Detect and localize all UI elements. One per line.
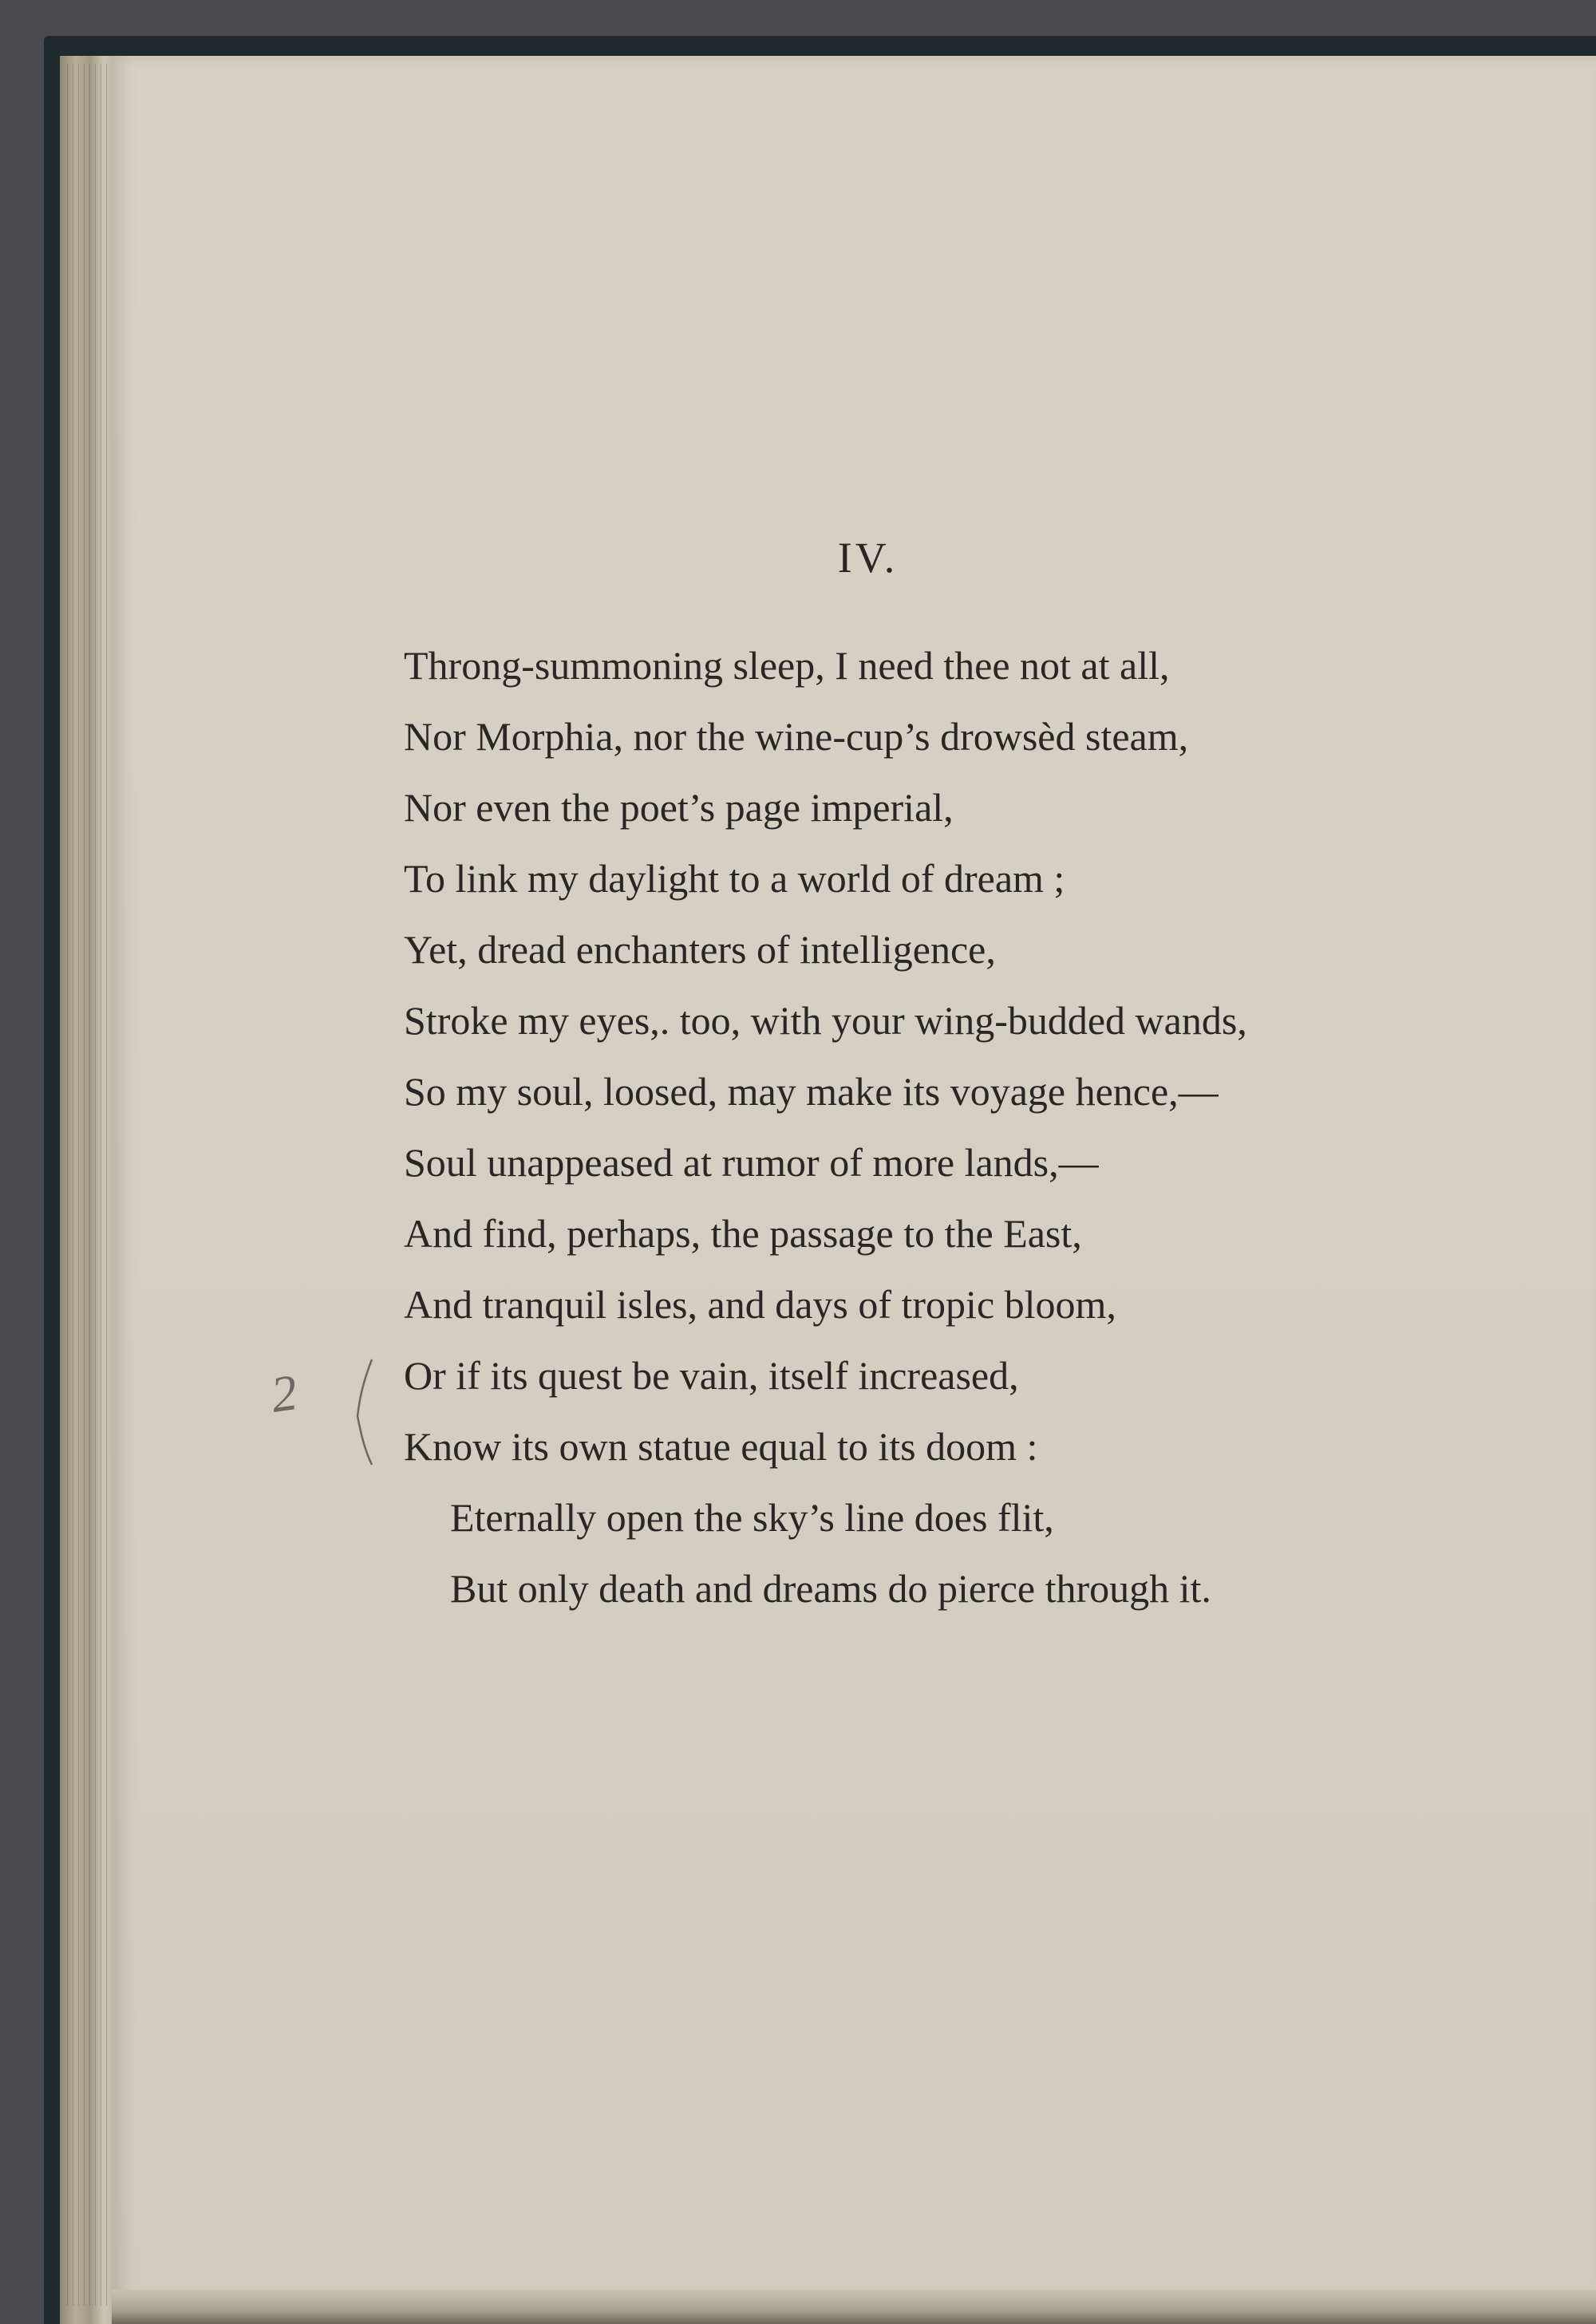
poem-line: But only death and dreams do pierce through it.: [450, 1566, 1211, 1611]
pencil-annotation: 2: [267, 1363, 301, 1423]
poem-line: Know its own statue equal to its doom :: [404, 1424, 1038, 1469]
pencil-bracket-mark: [351, 1356, 375, 1468]
poem-line: Throng-summoning sleep, I need thee not at all,: [404, 643, 1170, 688]
poem-line: Eternally open the sky’s line does flit,: [450, 1495, 1054, 1540]
poem-line: Or if its quest be vain, itself increased,: [404, 1353, 1019, 1398]
poem-text: [404, 630, 1247, 1624]
poem-number-heading: IV.: [837, 534, 899, 582]
poem-line: And tranquil isles, and days of tropic bloom,: [404, 1282, 1116, 1327]
poem-line: So my soul, loosed, may make its voyage hence,—: [404, 1069, 1219, 1114]
poem-line: And find, perhaps, the passage to the East,: [404, 1211, 1082, 1256]
poem-line: Yet, dread enchanters of intelligence,: [404, 927, 996, 972]
poem-line: Stroke my eyes,. too, with your wing-budded wands,: [404, 998, 1247, 1043]
poem-line: Nor even the poet’s page imperial,: [404, 785, 954, 830]
page-bottom-edge: [112, 2290, 1596, 2324]
poem-line: To link my daylight to a world of dream ;: [404, 856, 1065, 901]
poem-line: Soul unappeased at rumor of more lands,—: [404, 1140, 1099, 1185]
poem-line: Nor Morphia, nor the wine-cup’s drowsèd steam,: [404, 714, 1189, 759]
